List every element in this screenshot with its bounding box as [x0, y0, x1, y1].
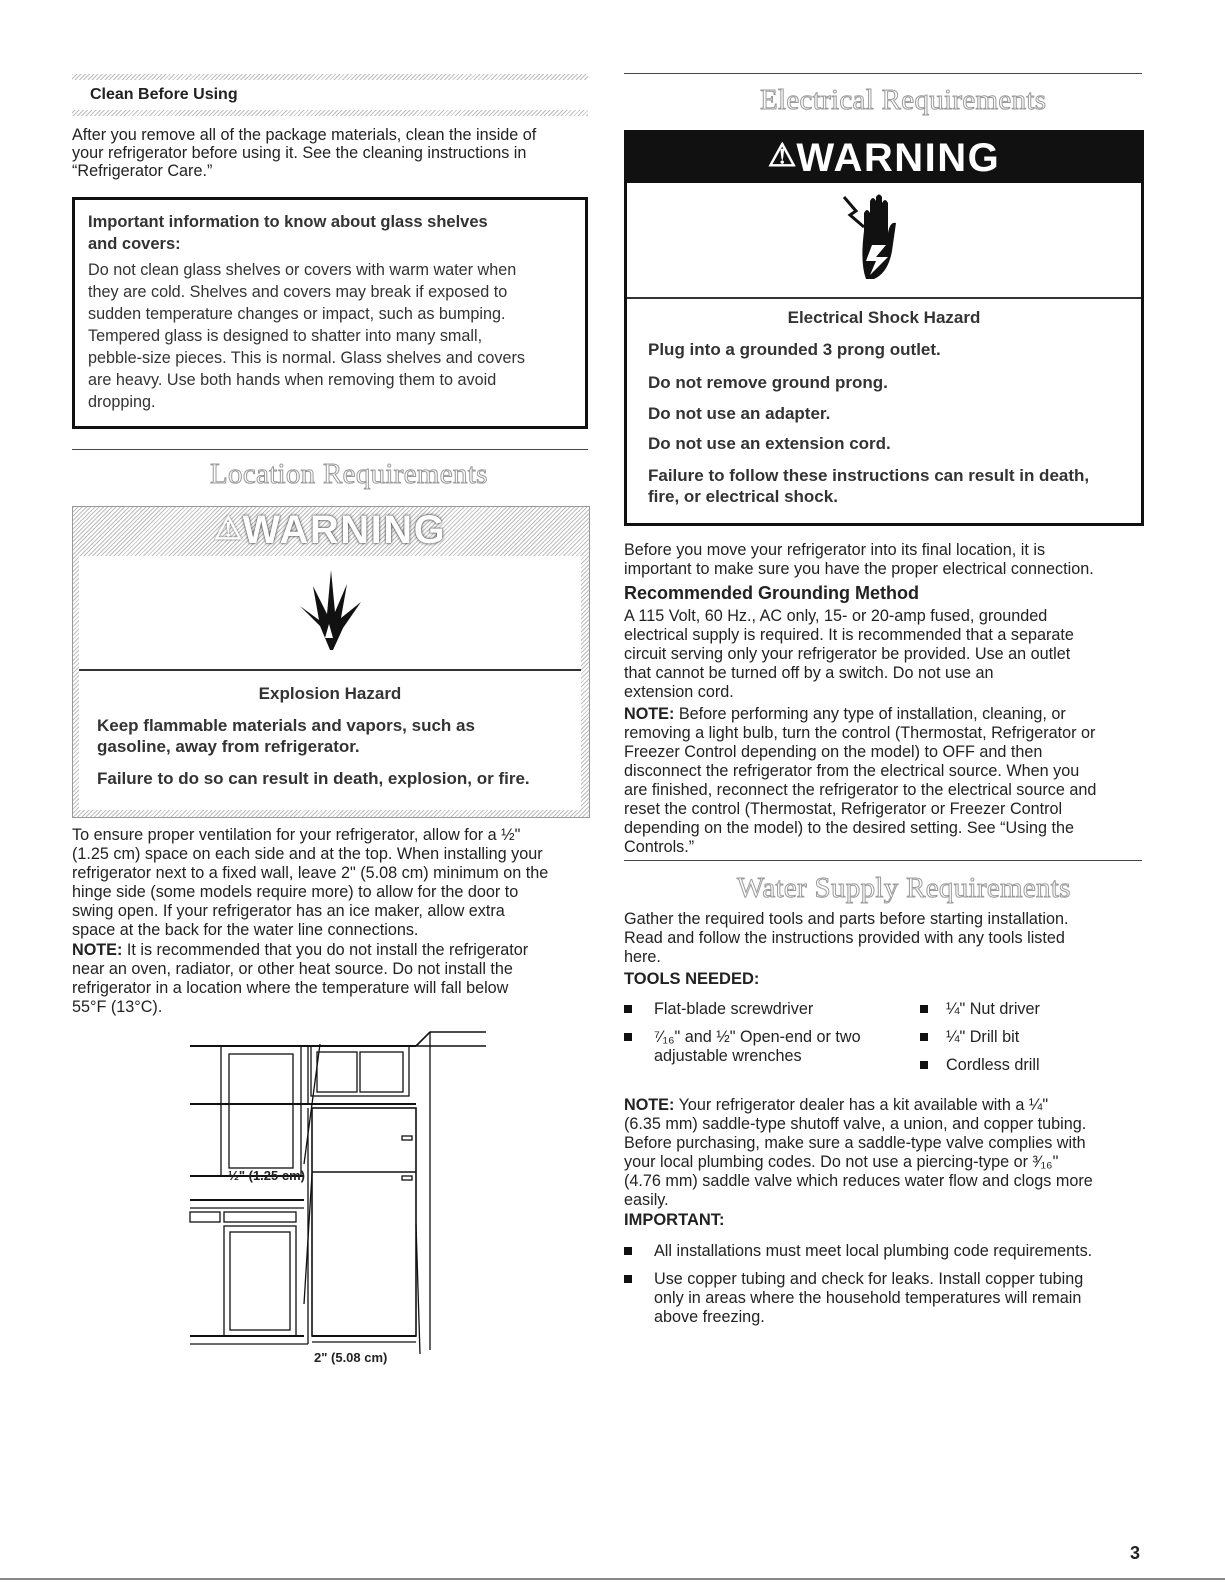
important-item-continuation: above freezing. — [654, 1308, 765, 1326]
note-label: NOTE: — [624, 705, 675, 723]
location-note-line: 55°F (13°C). — [72, 998, 163, 1016]
glass-info-line: dropping. — [88, 393, 156, 411]
water-note-line: easily. — [624, 1191, 669, 1209]
electrical-note — [624, 705, 1066, 724]
tool-item-continuation: adjustable wrenches — [654, 1047, 802, 1065]
electrical-hazard-line: Plug into a grounded 3 prong outlet. — [648, 340, 941, 359]
bullet-icon — [624, 1247, 632, 1255]
tool-item: ⁷⁄₁₆" and ½" Open-end or two — [654, 1028, 861, 1046]
location-note — [72, 941, 528, 960]
location-paragraph-line: (1.25 cm) space on each side and at the top. When installing your — [72, 845, 543, 863]
glass-info-line: are heavy. Use both hands when removing them to avoid — [88, 371, 497, 389]
electrical-note-line: are finished, reconnect the refrigerator to the electrical source and — [624, 781, 1097, 799]
electrical-hazard-line: fire, or electrical shock. — [648, 487, 838, 506]
water-note-line: (6.35 mm) saddle-type shutoff valve, a union, and copper tubing. — [624, 1115, 1087, 1133]
location-section-title: Location Requirements — [210, 458, 488, 490]
side-clearance-label: ½" (1.25 cm) — [228, 1168, 305, 1183]
bullet-icon — [920, 1005, 928, 1013]
grounding-line: that cannot be turned off by a switch. Do not use an — [624, 664, 994, 682]
glass-info-line: they are cold. Shelves and covers may break if exposed to — [88, 283, 508, 301]
location-paragraph-line: hinge side (some models require more) to allow for the door to — [72, 883, 519, 901]
warning-triangle-icon: ⚠ — [213, 510, 243, 546]
installation-diagram — [184, 1024, 486, 1374]
glass-info-heading: and covers: — [88, 235, 181, 253]
grounding-line: extension cord. — [624, 683, 734, 701]
warning-triangle-icon: ⚠ — [767, 137, 797, 173]
location-paragraph-line: To ensure proper ventilation for your refrigerator, allow for a ½" — [72, 826, 521, 844]
clean-paragraph-line: “Refrigerator Care.” — [72, 162, 213, 180]
explosion-hazard-title: Explosion Hazard — [258, 684, 402, 703]
water-intro-line: Read and follow the instructions provided with any tools listed — [624, 929, 1065, 947]
water-note-line: your local plumbing codes. Do not use a piercing-type or ³⁄₁₆" — [624, 1153, 1059, 1171]
water-note-line: Before purchasing, make sure a saddle-type valve complies with — [624, 1134, 1086, 1152]
glass-info-line: sudden temperature changes or impact, such as bumping. — [88, 305, 506, 323]
bullet-icon — [624, 1275, 632, 1283]
location-paragraph-line: refrigerator next to a fixed wall, leave 2" (5.08 cm) minimum on the — [72, 864, 549, 882]
electrical-intro-line: important to make sure you have the proper electrical connection. — [624, 560, 1094, 578]
electrical-note-line: depending on the model) to the desired setting. See “Using the — [624, 819, 1074, 837]
glass-info-heading: Important information to know about glass shelves — [88, 213, 488, 231]
note-label: NOTE: — [72, 941, 123, 959]
tool-item: ¼" Drill bit — [946, 1028, 1020, 1046]
electrical-note-line: reset the control (Thermostat, Refrigerator or Freezer Control — [624, 800, 1063, 818]
location-note-text: It is recommended that you do not install the refrigerator — [122, 941, 529, 959]
electrical-note-line: disconnect the refrigerator from the electrical source. When you — [624, 762, 1080, 780]
electrical-hazard-line: Do not use an adapter. — [648, 404, 831, 423]
grounding-line: electrical supply is required. It is recommended that a separate — [624, 626, 1074, 644]
clean-paragraph-line: your refrigerator before using it. See the cleaning instructions in — [72, 144, 527, 162]
important-item: Use copper tubing and check for leaks. Install copper tubing — [654, 1270, 1084, 1288]
location-paragraph-line: swing open. If your refrigerator has an ice maker, allow extra — [72, 902, 505, 920]
water-intro-line: Gather the required tools and parts before starting installation. — [624, 910, 1069, 928]
hinge-clearance-label: 2" (5.08 cm) — [314, 1350, 388, 1365]
explosion-divider — [79, 669, 581, 671]
electrical-hazard-line: Do not remove ground prong. — [648, 373, 888, 392]
bullet-icon — [920, 1061, 928, 1069]
clean-heading: Clean Before Using — [90, 86, 238, 103]
electrical-note-text: Before performing any type of installation, cleaning, or — [674, 705, 1066, 723]
electrical-intro-line: Before you move your refrigerator into its final location, it is — [624, 541, 1046, 559]
section-divider — [624, 73, 1142, 74]
electrical-divider — [627, 297, 1141, 299]
electrical-hazard-line: Failure to follow these instructions can result in death, — [648, 466, 1090, 485]
electrical-note-line: removing a light bulb, turn the control (Thermostat, Refrigerator or — [624, 724, 1096, 742]
glass-info-line: Tempered glass is designed to shatter into many small, — [88, 327, 483, 345]
page-bottom-border — [0, 1578, 1225, 1580]
explosion-hazard-line: Failure to do so can result in death, explosion, or fire. — [97, 769, 530, 788]
explosion-hazard-line: gasoline, away from refrigerator. — [97, 737, 360, 756]
warning-word: WARNING — [796, 136, 1001, 180]
water-note-text: Your refrigerator dealer has a kit available with a ¼" — [674, 1096, 1049, 1114]
electrical-note-line: Freezer Control depending on the model) to OFF and then — [624, 743, 1043, 761]
tools-heading: TOOLS NEEDED: — [624, 970, 760, 988]
explosion-warning-banner — [208, 508, 452, 554]
important-heading: IMPORTANT: — [624, 1211, 725, 1229]
location-note-line: near an oven, radiator, or other heat source. Do not install the — [72, 960, 513, 978]
water-section-title: Water Supply Requirements — [737, 872, 1071, 904]
bullet-icon — [920, 1033, 928, 1041]
electrical-section-title: Electrical Requirements — [760, 84, 1047, 116]
section-divider — [624, 860, 1142, 861]
grounding-line: circuit serving only your refrigerator be provided. Use an outlet — [624, 645, 1071, 663]
tool-item: Flat-blade screwdriver — [654, 1000, 814, 1018]
important-item-continuation: only in areas where the household temperatures will remain — [654, 1289, 1082, 1307]
bullet-icon — [624, 1033, 632, 1041]
explosion-icon — [295, 566, 365, 655]
water-note-line: (4.76 mm) saddle valve which reduces water flow and clogs more — [624, 1172, 1093, 1190]
important-item: All installations must meet local plumbing code requirements. — [654, 1242, 1093, 1260]
electrical-warning-banner — [627, 133, 1141, 183]
tool-item: Cordless drill — [946, 1056, 1040, 1074]
location-note-line: refrigerator in a location where the temperature will fall below — [72, 979, 509, 997]
electrical-hazard-line: Do not use an extension cord. — [648, 434, 891, 453]
electric-shock-icon — [842, 193, 912, 288]
section-divider — [72, 449, 588, 450]
note-label: NOTE: — [624, 1096, 675, 1114]
electrical-note-line: Controls.” — [624, 838, 695, 856]
glass-info-line: pebble-size pieces. This is normal. Glass shelves and covers — [88, 349, 525, 367]
glass-info-line: Do not clean glass shelves or covers with warm water when — [88, 261, 517, 279]
water-intro-line: here. — [624, 948, 661, 966]
page-number: 3 — [1130, 1543, 1141, 1563]
explosion-hazard-line: Keep flammable materials and vapors, such as — [97, 716, 475, 735]
tool-item: ¼" Nut driver — [946, 1000, 1040, 1018]
bullet-icon — [624, 1005, 632, 1013]
clean-paragraph-line: After you remove all of the package materials, clean the inside of — [72, 126, 537, 144]
grounding-heading: Recommended Grounding Method — [624, 583, 919, 603]
electrical-hazard-title: Electrical Shock Hazard — [787, 308, 981, 327]
grounding-line: A 115 Volt, 60 Hz., AC only, 15- or 20-amp fused, grounded — [624, 607, 1048, 625]
water-note — [624, 1096, 1048, 1115]
location-paragraph-line: space at the back for the water line connections. — [72, 921, 419, 939]
warning-word: WARNING — [242, 508, 447, 552]
